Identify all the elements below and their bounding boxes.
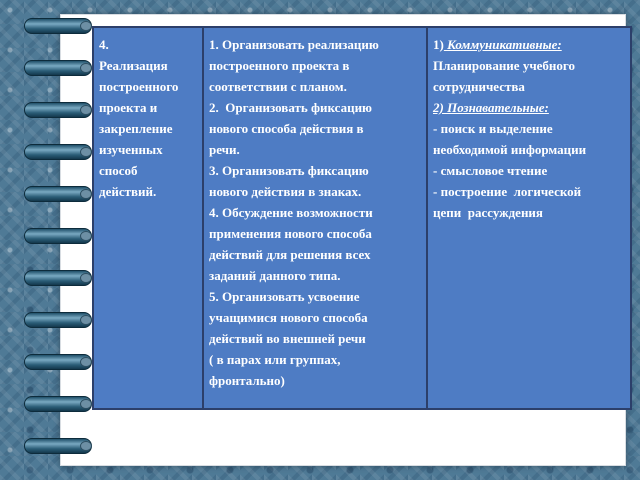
stage-line: способ (99, 163, 138, 178)
activity-line: 3. Организовать фиксацию (209, 163, 369, 178)
spiral-ring (24, 396, 94, 413)
skills-line: необходимой информации (433, 142, 587, 157)
activity-line: 1. Организовать реализацию (209, 37, 379, 52)
skills-heading-2: 2) Познавательные: (433, 100, 549, 115)
skills-line: - поиск и выделение (433, 121, 553, 136)
stage-number: 4. (99, 37, 109, 52)
skills-heading-1-number: 1) (433, 37, 444, 52)
lesson-stage-table (92, 26, 632, 410)
spiral-ring (24, 102, 94, 119)
skills-cell (428, 28, 630, 408)
activity-line: 2. Организовать фиксацию (209, 100, 372, 115)
activity-line: действий во внешней речи (209, 331, 366, 346)
spiral-ring (24, 270, 94, 287)
activity-line: соответствии с планом. (209, 79, 347, 94)
spiral-ring (24, 60, 94, 77)
stage-line: действий. (99, 184, 157, 199)
activity-line: действий для решения всех (209, 247, 371, 262)
skills-line: Планирование учебного (433, 58, 575, 73)
stage-cell (94, 28, 204, 408)
stage-line: проекта и (99, 100, 158, 115)
stage-line: изученных (99, 142, 163, 157)
spiral-ring (24, 18, 94, 35)
skills-line: - смысловое чтение (433, 163, 548, 178)
activity-line: ( в парах или группах, (209, 352, 341, 367)
activity-line: фронтально) (209, 373, 285, 388)
spiral-ring (24, 144, 94, 161)
stage-line: построенного (99, 79, 179, 94)
activity-line: построенного проекта в (209, 58, 350, 73)
activity-line: нового способа действия в (209, 121, 364, 136)
stage-line: закрепление (99, 121, 173, 136)
activity-line: 4. Обсуждение возможности (209, 205, 373, 220)
skills-heading-1 (433, 34, 626, 55)
activity-line: заданий данного типа. (209, 268, 341, 283)
activity-line: 5. Организовать усвоение (209, 289, 360, 304)
spiral-ring (24, 228, 94, 245)
skills-line: - построение логической (433, 184, 582, 199)
spiral-ring (24, 312, 94, 329)
activity-line: нового действия в знаках. (209, 184, 362, 199)
activity-line: учащимися нового способа (209, 310, 368, 325)
skills-line: цепи рассуждения (433, 205, 543, 220)
activity-cell (204, 28, 428, 408)
spiral-ring (24, 354, 94, 371)
stage-line: Реализация (99, 58, 168, 73)
spiral-ring (24, 438, 94, 455)
skills-line: сотрудничества (433, 79, 525, 94)
skills-heading-1-text: Коммуникативные: (443, 37, 562, 52)
activity-line: применения нового способа (209, 226, 372, 241)
activity-line: речи. (209, 142, 240, 157)
spiral-binding (24, 18, 96, 468)
spiral-ring (24, 186, 94, 203)
